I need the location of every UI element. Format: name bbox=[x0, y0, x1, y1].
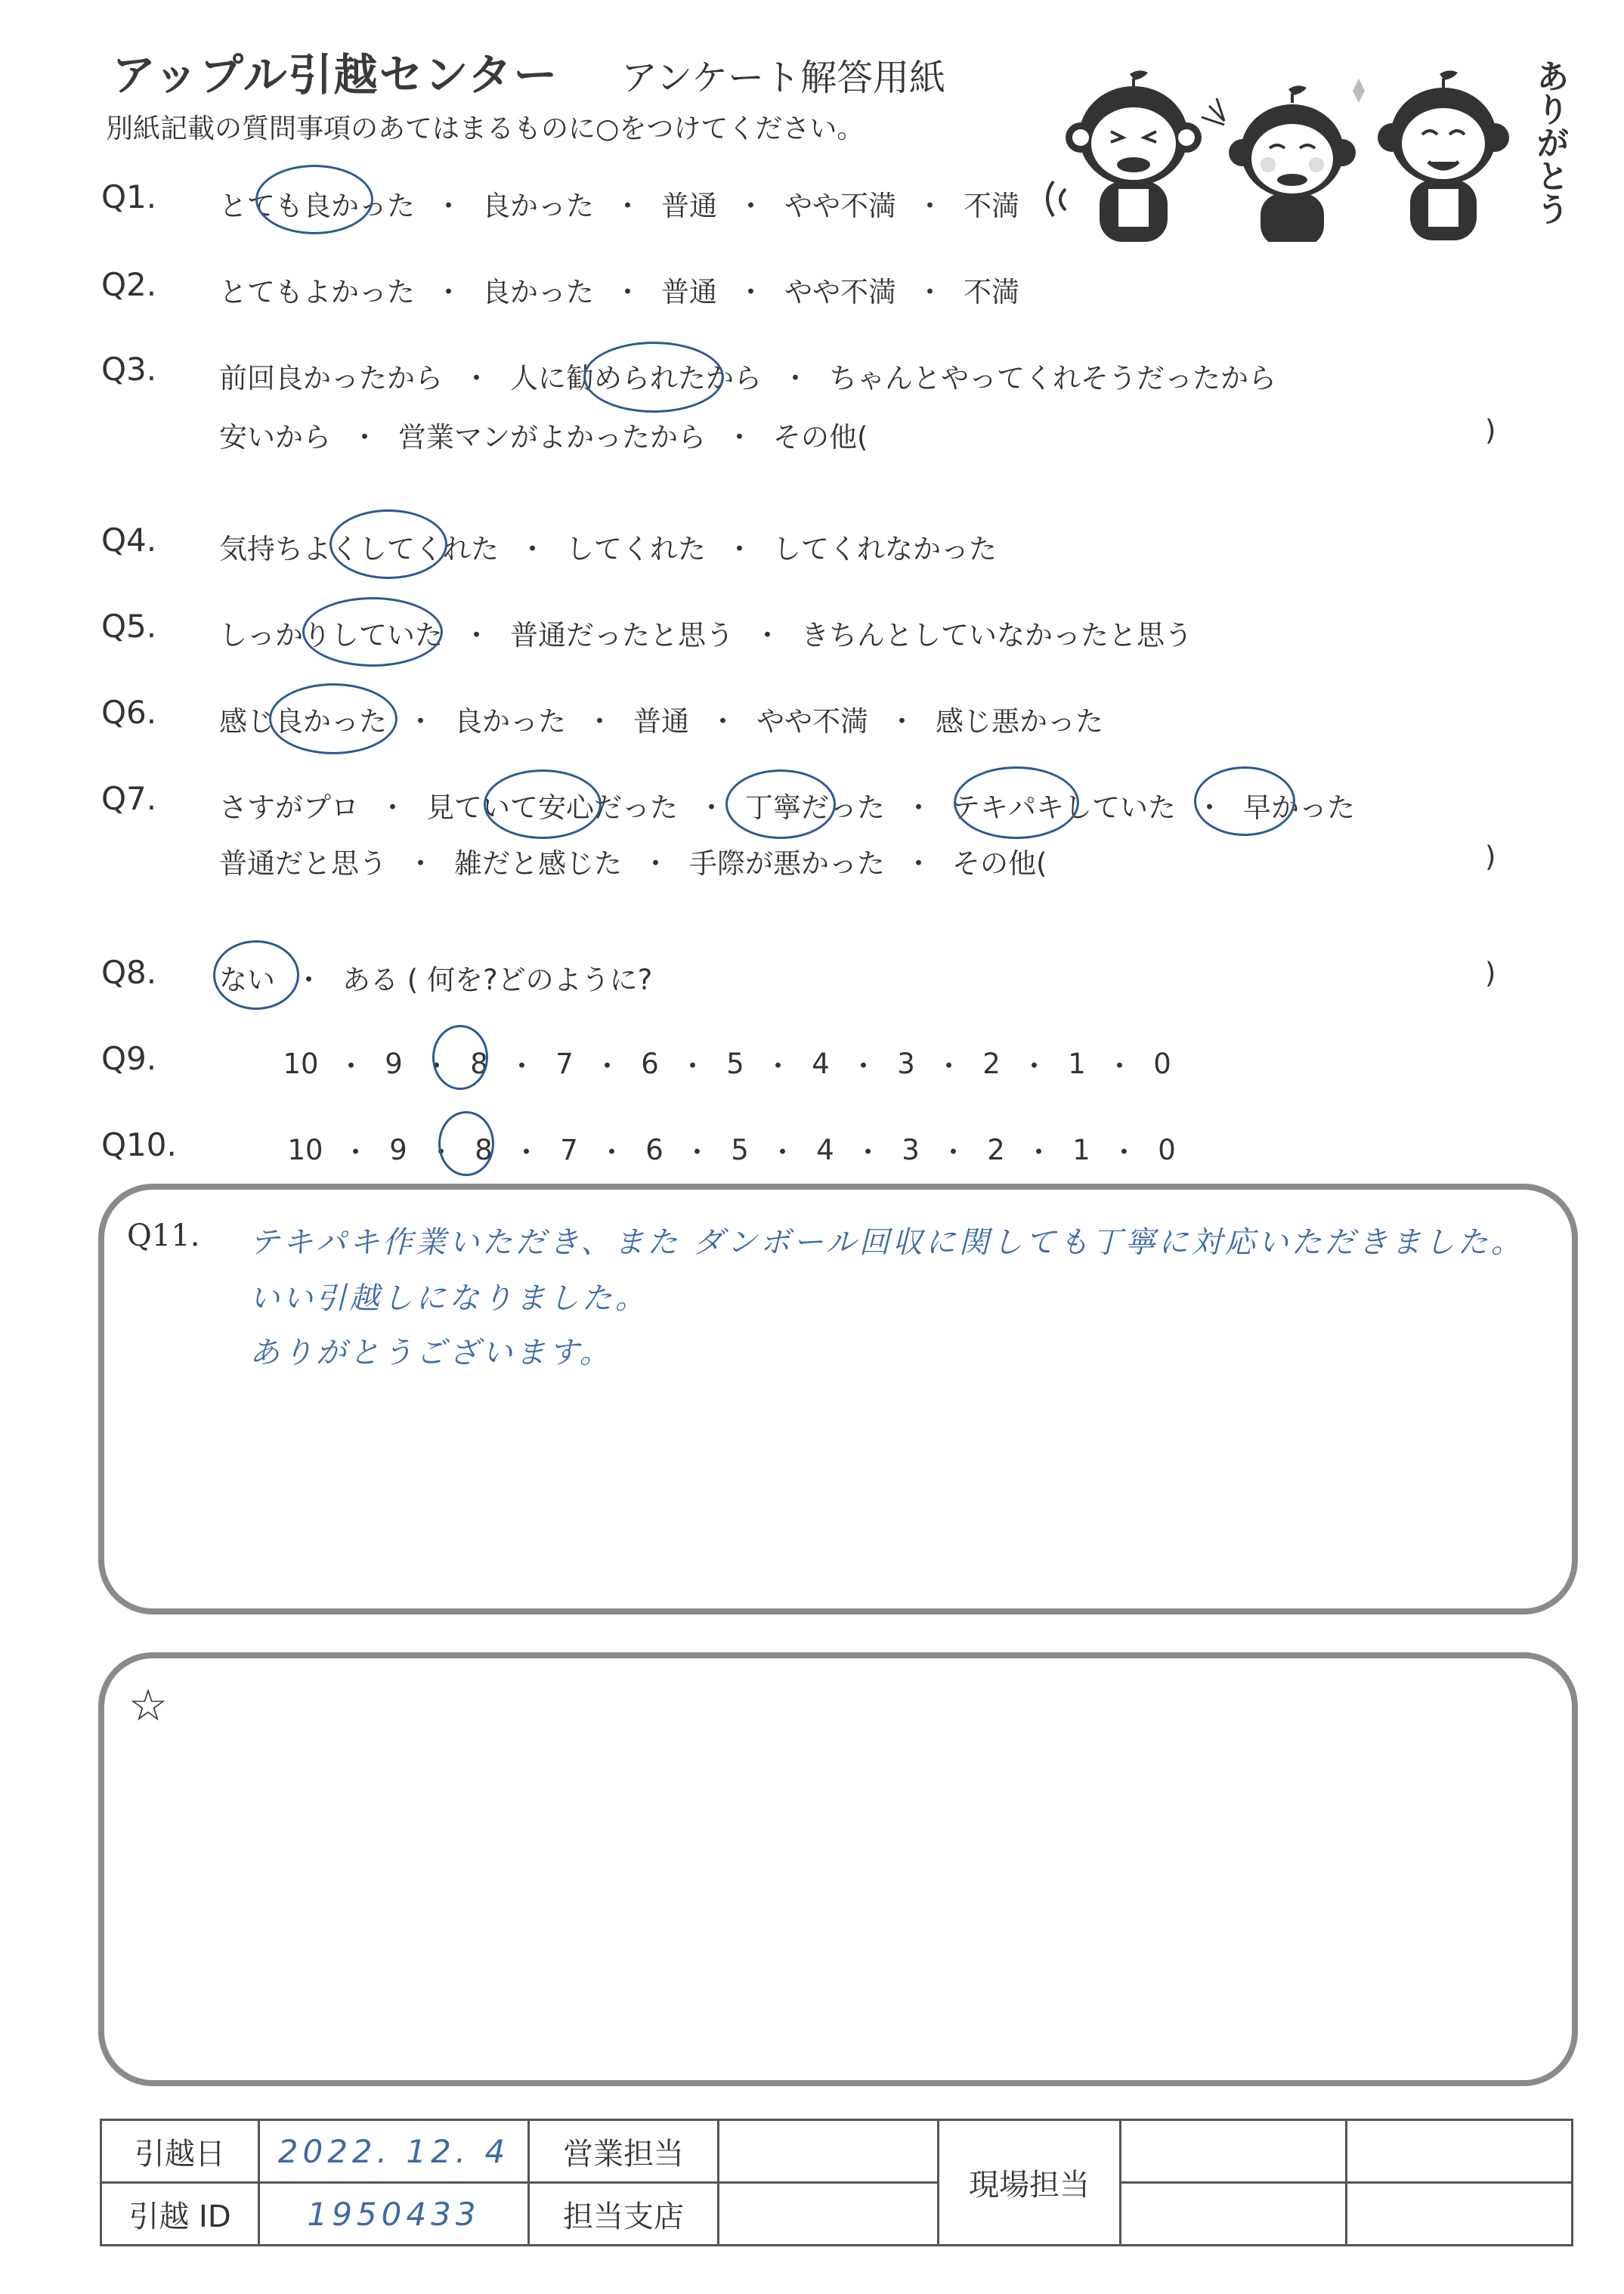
separator: ・ bbox=[905, 847, 933, 880]
q3-option[interactable]: 安いから bbox=[219, 421, 331, 454]
separator: ・ bbox=[342, 1136, 370, 1169]
form-title: アンケート解答用紙 bbox=[621, 57, 946, 99]
separator: ・ bbox=[462, 362, 490, 395]
separator: ・ bbox=[849, 1050, 877, 1082]
separator: ・ bbox=[939, 1136, 967, 1169]
separator: ・ bbox=[614, 276, 642, 308]
separator: ・ bbox=[737, 276, 765, 308]
q8-close-paren: ) bbox=[1485, 957, 1496, 989]
q1-options bbox=[219, 183, 1019, 224]
q9-score[interactable]: 3 bbox=[897, 1047, 915, 1080]
separator: ・ bbox=[407, 847, 435, 880]
q3-options-row1 bbox=[219, 355, 1276, 396]
separator: ・ bbox=[854, 1136, 882, 1169]
q1-label: Q1. bbox=[101, 178, 157, 215]
field-staff-value-4[interactable] bbox=[1347, 2183, 1573, 2246]
q9-score[interactable]: 8 bbox=[470, 1047, 488, 1080]
q6-option[interactable]: 感じ悪かった bbox=[936, 705, 1103, 738]
branch-value[interactable] bbox=[719, 2183, 939, 2246]
separator: ・ bbox=[407, 705, 435, 738]
q11-label: Q11. bbox=[127, 1218, 200, 1253]
q7-option[interactable]: さすがプロ bbox=[219, 791, 359, 824]
q7-close-paren: ) bbox=[1485, 841, 1496, 873]
q9-score[interactable]: 0 bbox=[1153, 1047, 1171, 1080]
q6-option[interactable]: 感じ良かった bbox=[219, 705, 387, 738]
separator: ・ bbox=[351, 421, 379, 454]
q8-option[interactable]: ない bbox=[219, 964, 275, 996]
separator: ・ bbox=[518, 533, 546, 565]
separator: ・ bbox=[888, 705, 916, 738]
q3-close-paren: ) bbox=[1485, 414, 1496, 447]
separator: ・ bbox=[764, 1050, 792, 1082]
q9-score[interactable]: 5 bbox=[726, 1047, 744, 1080]
q10-score[interactable]: 1 bbox=[1072, 1133, 1090, 1166]
move-date-label: 引越日 bbox=[101, 2120, 259, 2183]
q3-label: Q3. bbox=[101, 351, 157, 388]
separator: ・ bbox=[698, 791, 725, 824]
separator: ・ bbox=[709, 705, 737, 738]
sales-rep-value[interactable] bbox=[719, 2120, 939, 2183]
separator: ・ bbox=[905, 791, 933, 824]
q11-handwriting-line: ありがとうございます。 bbox=[249, 1336, 613, 1370]
q10-score[interactable]: 3 bbox=[902, 1133, 920, 1166]
q5-label: Q5. bbox=[101, 608, 157, 645]
q7-option[interactable]: 雑だと感じた bbox=[454, 847, 622, 880]
separator: ・ bbox=[916, 276, 944, 308]
separator: ・ bbox=[462, 619, 490, 652]
instruction-text: 別紙記載の質問事項のあてはまるものに○をつけてください。 bbox=[106, 113, 865, 144]
move-id-label: 引越 ID bbox=[101, 2183, 259, 2246]
separator: ・ bbox=[683, 1136, 711, 1169]
q11-handwriting-line: テキパキ作業いただき、また ダンボール回収に関しても丁寧に対応いただきました。 bbox=[249, 1225, 1524, 1260]
q9-score[interactable]: 6 bbox=[641, 1047, 659, 1080]
q6-option[interactable]: 良かった bbox=[454, 705, 566, 738]
q11-handwriting-line: いい引越しになりました。 bbox=[249, 1281, 648, 1316]
q7-option[interactable]: テキパキしていた bbox=[952, 791, 1176, 824]
q6-option[interactable]: 普通 bbox=[633, 705, 689, 738]
separator: ・ bbox=[1025, 1136, 1053, 1169]
q7-option[interactable]: 見ていて安心だった bbox=[426, 791, 678, 824]
q10-score[interactable]: 7 bbox=[560, 1133, 578, 1166]
separator: ・ bbox=[753, 619, 781, 652]
q4-options bbox=[219, 526, 997, 567]
q4-option[interactable]: してくれた bbox=[566, 533, 706, 565]
separator: ・ bbox=[781, 362, 809, 395]
q3-option[interactable]: 前回良かったから bbox=[219, 362, 443, 395]
separator: ・ bbox=[337, 1050, 365, 1082]
separator: ・ bbox=[427, 1136, 455, 1169]
q7-option[interactable]: 普通だと思う bbox=[219, 847, 387, 880]
q5-option[interactable]: 普通だったと思う bbox=[510, 619, 734, 652]
q1-option[interactable]: とても良かった bbox=[219, 190, 415, 222]
q10-score[interactable]: 10 bbox=[287, 1133, 323, 1166]
q4-option[interactable]: してくれなかった bbox=[773, 533, 997, 565]
separator: ・ bbox=[1106, 1050, 1134, 1082]
separator: ・ bbox=[935, 1050, 963, 1082]
q2-option[interactable]: 良かった bbox=[482, 276, 594, 308]
q9-scale bbox=[278, 1043, 1177, 1084]
branch-label: 担当支店 bbox=[529, 2183, 719, 2246]
q2-option[interactable]: 普通 bbox=[661, 276, 717, 308]
field-staff-value-2[interactable] bbox=[1347, 2120, 1573, 2183]
q10-score[interactable]: 5 bbox=[731, 1133, 749, 1166]
separator: ・ bbox=[379, 791, 407, 824]
separator: ・ bbox=[512, 1136, 540, 1169]
separator: ・ bbox=[586, 705, 614, 738]
q7-option[interactable]: 早かった bbox=[1243, 791, 1355, 824]
q1-option[interactable]: 不満 bbox=[964, 190, 1019, 222]
q4-label: Q4. bbox=[101, 522, 157, 559]
separator: ・ bbox=[422, 1050, 450, 1082]
q5-options bbox=[219, 612, 1192, 653]
q5-option[interactable]: きちんとしていなかったと思う bbox=[801, 619, 1192, 652]
q3-options-row2 bbox=[219, 414, 868, 455]
q7-option[interactable]: 丁寧だった bbox=[745, 791, 885, 824]
separator: ・ bbox=[1020, 1050, 1048, 1082]
q6-option[interactable]: やや不満 bbox=[756, 705, 868, 738]
q10-scale bbox=[283, 1129, 1182, 1170]
separator: ・ bbox=[1196, 791, 1223, 824]
separator: ・ bbox=[295, 964, 323, 996]
separator: ・ bbox=[435, 276, 462, 308]
q9-score[interactable]: 10 bbox=[283, 1047, 319, 1080]
q9-score[interactable]: 7 bbox=[555, 1047, 574, 1080]
separator: ・ bbox=[614, 190, 642, 222]
q8-option[interactable]: ある ( 何を?どのように? bbox=[342, 964, 653, 996]
q10-score[interactable]: 9 bbox=[389, 1133, 407, 1166]
q4-option[interactable]: 気持ちよくしてくれた bbox=[219, 533, 499, 565]
q1-option[interactable]: 普通 bbox=[661, 190, 717, 222]
q2-options bbox=[219, 269, 1019, 310]
q8-options bbox=[219, 957, 652, 998]
q10-label: Q10. bbox=[101, 1126, 177, 1163]
q8-label: Q8. bbox=[101, 954, 157, 991]
q5-option[interactable]: しっかりしていた bbox=[219, 619, 443, 652]
q2-option[interactable]: 不満 bbox=[964, 276, 1019, 308]
q3-option[interactable]: ちゃんとやってくれそうだったから bbox=[829, 362, 1276, 395]
q7-option[interactable]: 手際が悪かった bbox=[689, 847, 885, 880]
staff-info-table bbox=[100, 2119, 1573, 2246]
q2-label: Q2. bbox=[101, 266, 157, 303]
q10-score[interactable]: 8 bbox=[475, 1133, 493, 1166]
q2-option[interactable]: とてもよかった bbox=[219, 276, 415, 308]
q10-score[interactable]: 6 bbox=[645, 1133, 664, 1166]
q6-options bbox=[219, 698, 1103, 739]
q3-option[interactable]: 営業マンがよかったから bbox=[398, 421, 706, 454]
separator: ・ bbox=[679, 1050, 707, 1082]
q9-score[interactable]: 4 bbox=[812, 1047, 830, 1080]
separator: ・ bbox=[1110, 1136, 1138, 1169]
q9-label: Q9. bbox=[101, 1040, 157, 1077]
field-staff-label: 現場担当 bbox=[939, 2120, 1121, 2246]
separator: ・ bbox=[737, 190, 765, 222]
separator: ・ bbox=[769, 1136, 797, 1169]
q9-score[interactable]: 9 bbox=[385, 1047, 403, 1080]
separator: ・ bbox=[916, 190, 944, 222]
q1-option[interactable]: やや不満 bbox=[784, 190, 896, 222]
q10-score[interactable]: 4 bbox=[816, 1133, 834, 1166]
q6-label: Q6. bbox=[101, 694, 157, 731]
q9-score[interactable]: 2 bbox=[982, 1047, 1001, 1080]
move-date-value[interactable]: 2022. 12. 4 bbox=[259, 2120, 529, 2183]
separator: ・ bbox=[508, 1050, 536, 1082]
sales-rep-label: 営業担当 bbox=[529, 2120, 719, 2183]
separator: ・ bbox=[642, 847, 670, 880]
q3-option[interactable]: その他( bbox=[773, 421, 868, 454]
separator: ・ bbox=[593, 1050, 621, 1082]
field-staff-value-1[interactable] bbox=[1121, 2120, 1347, 2183]
separator: ・ bbox=[435, 190, 462, 222]
separator: ・ bbox=[725, 533, 753, 565]
field-staff-value-3[interactable] bbox=[1121, 2183, 1347, 2246]
q10-score[interactable]: 2 bbox=[987, 1133, 1005, 1166]
q7-options-row1 bbox=[219, 785, 1355, 825]
star-icon: ☆ bbox=[128, 1679, 168, 1731]
separator: ・ bbox=[725, 421, 753, 454]
q9-score[interactable]: 1 bbox=[1068, 1047, 1086, 1080]
q3-option[interactable]: 人に勧められたから bbox=[510, 362, 762, 395]
notes-box[interactable] bbox=[98, 1652, 1578, 2086]
q2-option[interactable]: やや不満 bbox=[784, 276, 896, 308]
q7-options-row2 bbox=[219, 841, 1047, 881]
move-id-value[interactable]: 1950433 bbox=[259, 2183, 529, 2246]
thanks-text: ありがとう bbox=[1530, 59, 1569, 225]
q10-score[interactable]: 0 bbox=[1158, 1133, 1176, 1166]
q7-option[interactable]: その他( bbox=[952, 847, 1047, 880]
q7-label: Q7. bbox=[101, 780, 157, 817]
monkey-mascots-icon bbox=[1035, 53, 1519, 242]
q1-option[interactable]: 良かった bbox=[482, 190, 594, 222]
company-name: アップル引越センター bbox=[112, 49, 559, 101]
separator: ・ bbox=[598, 1136, 626, 1169]
